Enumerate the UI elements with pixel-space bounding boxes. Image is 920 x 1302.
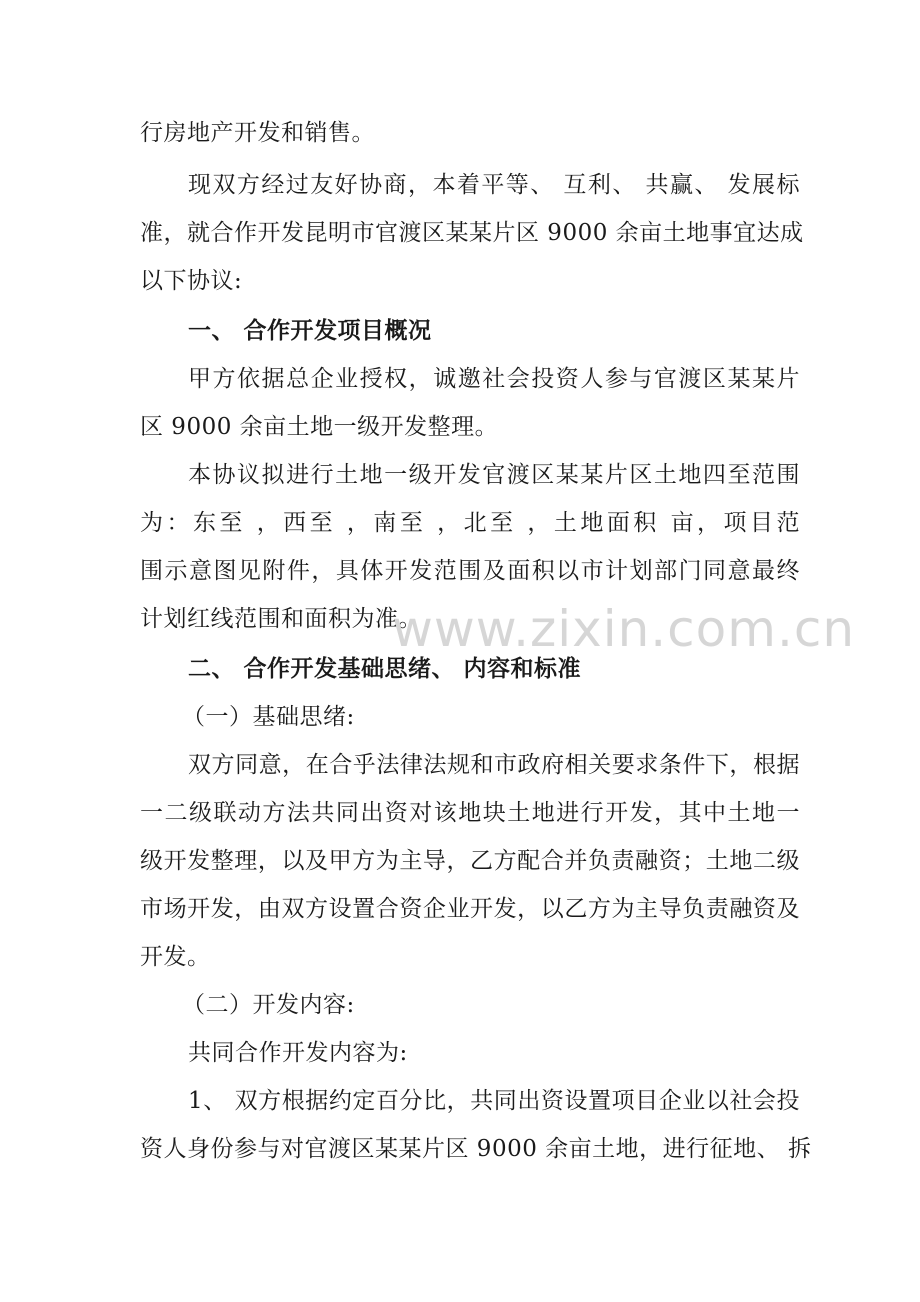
section-heading: 二、 合作开发基础思绪、 内容和标准 <box>188 656 582 682</box>
paragraph-line: 行房地产开发和销售。 <box>140 120 375 146</box>
section-heading: 一、 合作开发项目概况 <box>188 318 432 344</box>
paragraph-line: 资人身份参与对官渡区某某片区 9000 余亩土地，进行征地、 拆 <box>140 1136 812 1162</box>
paragraph-line: 双方同意，在合乎法律法规和市政府相关要求条件下，根据 <box>188 752 800 778</box>
paragraph-line: 区 9000 余亩土地一级开发整理。 <box>140 414 499 440</box>
paragraph-line: 1、 双方根据约定百分比，共同出资设置项目企业以社会投 <box>188 1088 800 1114</box>
paragraph-line: 共同合作开发内容为: <box>188 1040 408 1066</box>
paragraph-line: 围示意图见附件，具体开发范围及面积以市计划部门同意最终 <box>140 558 800 584</box>
paragraph-line: 级开发整理，以及甲方为主导，乙方配合并负责融资；土地二级 <box>140 848 800 874</box>
paragraph-line: 甲方依据总企业授权，诚邀社会投资人参与官渡区某某片 <box>188 366 800 392</box>
subsection-heading: （一）基础思绪: <box>182 704 355 730</box>
paragraph-line: 准，就合作开发昆明市官渡区某某片区 9000 余亩土地事宜达成 <box>140 220 804 246</box>
paragraph-line: 以下协议: <box>140 268 243 294</box>
subsection-heading: （二）开发内容: <box>182 992 355 1018</box>
paragraph-line: 一二级联动方法共同出资对该地块土地进行开发，其中土地一 <box>140 800 800 826</box>
paragraph-line: 为：东至 ，西至 ，南至 ，北至 ，土地面积 亩，项目范 <box>140 510 800 536</box>
paragraph-line: 开发。 <box>140 944 211 970</box>
paragraph-line: 现双方经过友好协商，本着平等、 互利、 共赢、 发展标 <box>188 172 800 198</box>
paragraph-line: 市场开发，由双方设置合资企业开发，以乙方为主导负责融资及 <box>140 896 800 922</box>
watermark-text: www.zixin.com.cn <box>392 600 856 658</box>
paragraph-line: 本协议拟进行土地一级开发官渡区某某片区土地四至范围 <box>188 462 800 488</box>
paragraph-line: 计划红线范围和面积为准。 <box>140 606 422 632</box>
